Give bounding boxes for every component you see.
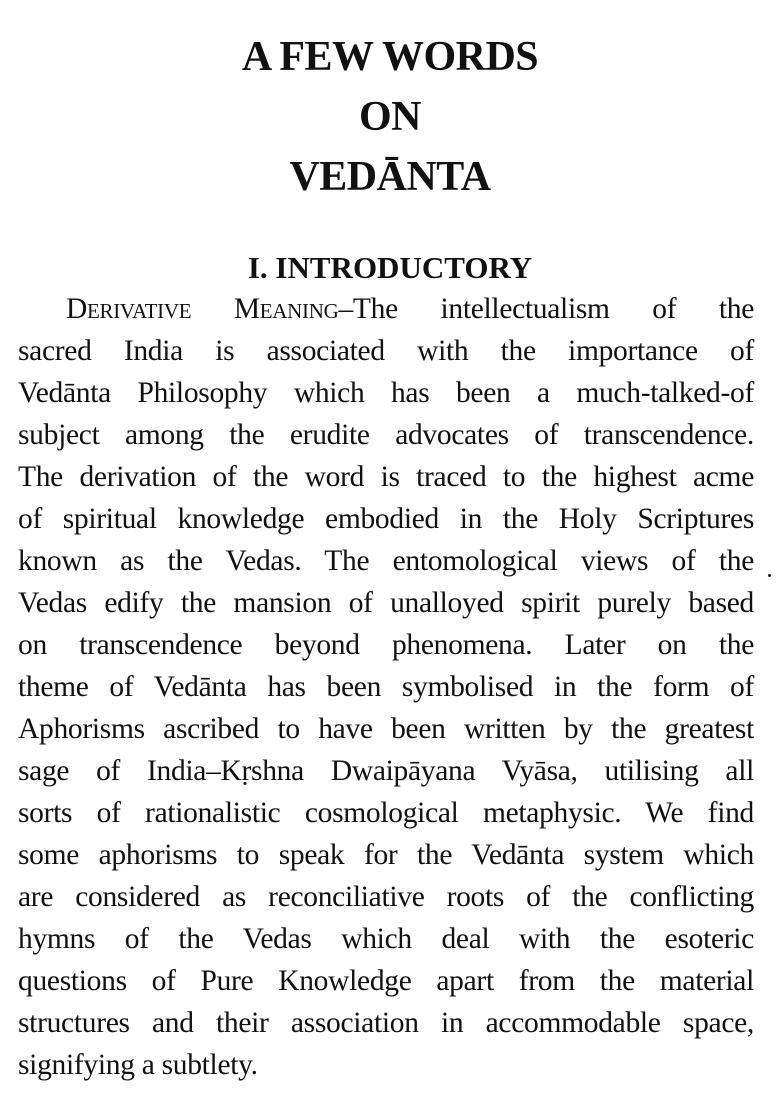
paragraph-line-2: sacred India is associated with the importance of	[18, 335, 754, 367]
scan-speck	[768, 574, 771, 577]
paragraph-line-9: on transcendence beyond phenomena. Later on the	[18, 629, 754, 661]
paragraph-line-12: sage of India–Kṛshna Dwaipāyana Vyāsa, utilising all	[18, 755, 754, 787]
paragraph-line-5: The derivation of the word is traced to the highest acme	[18, 461, 754, 493]
line-text: The intellectualism of the	[352, 293, 754, 325]
paragraph-line-7: known as the Vedas. The entomological views of the	[18, 545, 754, 577]
paragraph-line-17: questions of Pure Knowledge apart from the material	[18, 965, 754, 997]
section-heading: I. INTRODUCTORY	[247, 250, 533, 285]
paragraph-line-14: some aphorisms to speak for the Vedānta system which	[18, 839, 754, 871]
paragraph-line-11: Aphorisms ascribed to have been written by the greatest	[18, 713, 754, 745]
paragraph-line-6: of spiritual knowledge embodied in the Holy Scriptures	[18, 503, 754, 535]
document-title-line-2: ON	[359, 94, 421, 140]
paragraph-line-8: Vedas edify the mansion of unalloyed spirit purely based	[18, 587, 754, 619]
lead-in-term: Derivative Meaning	[66, 293, 339, 325]
paragraph-line-10: theme of Vedānta has been symbolised in the form of	[18, 671, 754, 703]
paragraph-line-19: signifying a subtlety.	[18, 1049, 258, 1081]
paragraph-line-18: structures and their association in accommodable space,	[18, 1007, 754, 1039]
body-paragraph	[18, 288, 754, 1086]
paragraph-line-16: hymns of the Vedas which deal with the esoteric	[18, 923, 754, 955]
paragraph-line-1	[18, 288, 754, 330]
paragraph-line-3: Vedānta Philosophy which has been a much-talked-of	[18, 377, 754, 409]
paragraph-line-13: sorts of rationalistic cosmological metaphysic. We find	[18, 797, 754, 829]
lead-in-separator: –	[338, 293, 353, 325]
document-title-line-3: VEDĀNTA	[289, 154, 491, 200]
document-title-line-1: A FEW WORDS	[241, 34, 539, 80]
paragraph-line-4: subject among the erudite advocates of transcendence.	[18, 419, 754, 451]
paragraph-line-15: are considered as reconciliative roots of the conflicting	[18, 881, 754, 913]
